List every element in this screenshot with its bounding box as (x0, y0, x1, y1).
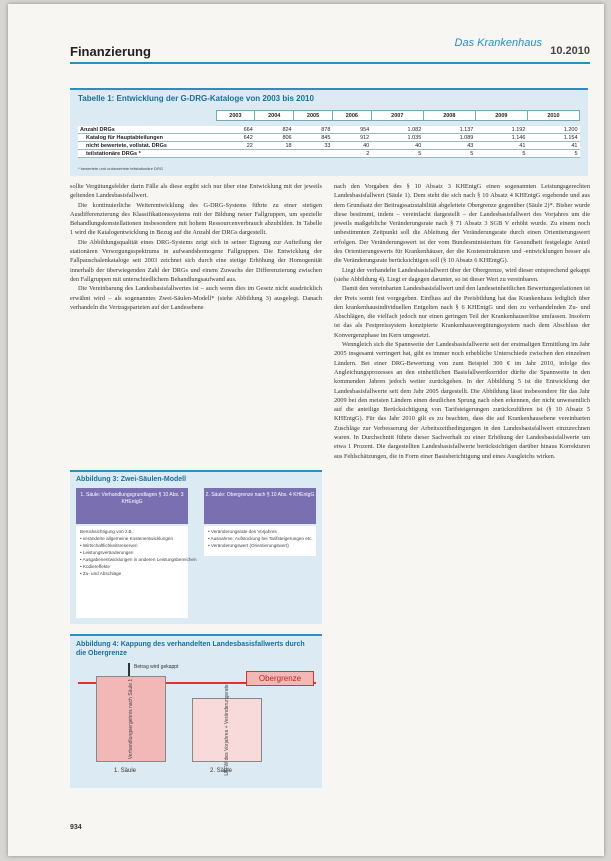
cap-label: Betrag wird gekappt (134, 664, 179, 670)
figure-title: Abbildung 4: Kappung des verhandelten Landesbasisfallwerts durch die Obergrenze (76, 641, 305, 657)
list-item: • Zu- und Abschläge (80, 571, 122, 576)
document-page (8, 4, 604, 856)
paragraph: sollte Vergütungsfelder darin Fälle als diese ergibt sich nur über eine Entwicklung mit der jeweils geltenden Landesbasisfallwert. (70, 183, 322, 200)
list-item: • Wirtschaftlichkeitsreserven (80, 543, 138, 548)
list-item: • Ausnahme: Aufstockung bei Tarifsteigerungen etc. (208, 536, 313, 541)
table-cell: 806 (255, 134, 294, 142)
table-corner (78, 111, 216, 121)
pillar-2-header: 2. Säule: Obergrenze nach § 10 Abs. 4 KHEntgG (204, 488, 316, 524)
table-cell: 41 (527, 142, 579, 150)
table-cell: 664 (216, 126, 255, 134)
pillar-1-header: 1. Säule: Verhandlungsgrundlagen § 10 Abs. 3 KHEntgG (76, 488, 188, 524)
row-label: nicht bewertete, vollstat. DRGs (78, 142, 216, 150)
issue-number: 10.2010 (550, 45, 590, 57)
list-item: • Leistungsveränderungen (80, 550, 134, 555)
paragraph: nach den Vorgaben des § 10 Absatz 3 KHEntgG einen sogenannten Leistungsgerechten Landesbasisfallwert (Säule 1). Dem steht die sich nach § 10 Absatz 4 KHEntgG ergebende und aus dem Grundsatz der Beitragssatzstabilität abgeleitete Obergrenze gegenüber (Säule 2)*. Bisher wurde diese bestimmt, indem – vereinfacht dargestellt – der Landesbasisfallwert des Vorjahres um die jeweils maßgebliche Veränderungsrate nach § 71 Absatz 3 SGB V erhöht wurde. Zu einem noch unbestimmten Zeitpunkt soll die Ableitung der Veränderungsrate durch einen Orientierungswert erfolgen. Der Veränderungswert ist der vom Bundesministerium für Gesundheit festgelegte Anteil des Orientierungswerts für Krankenhäuser, der die Kostenstrukturen und -entwicklungen besser als die Veränderungsrate berücksichtigen soll (§ 10 Absatz 6 KHEntgG). (334, 183, 590, 265)
table-cell: 1.082 (371, 126, 423, 134)
limit-label: Obergrenze (246, 671, 314, 686)
table-footnote: * bewertete und unbewertete teilstationäre DRG (78, 166, 163, 171)
table-row (78, 126, 580, 134)
paragraph: Liegt der verhandelte Landesbasisfallwert über der Obergrenze, wird dieser entsprechend gekappt (siehe Abbildung 4). Liegt er dagegen darunter, so ist dieser Wert zu vereinbaren. (334, 266, 590, 283)
drg-table (78, 110, 580, 158)
step-label: 1. Säule (114, 768, 137, 774)
table-cell: 40 (332, 142, 371, 150)
table-cell: 824 (255, 126, 294, 134)
figure-title: Abbildung 3: Zwei-Säulen-Modell (76, 476, 187, 483)
table-cell: 5 (371, 150, 423, 158)
list-item: • Ausgabenentwicklungen in anderen Leistungsbereichen (80, 557, 197, 562)
table-cell: 22 (216, 142, 255, 150)
table-cell (216, 150, 255, 158)
table-cell: 5 (423, 150, 475, 158)
list-item: • veränderte allgemeine Kostenentwicklungen (80, 536, 174, 541)
pillar-2-body (204, 526, 316, 556)
table-cell: 1.146 (475, 134, 527, 142)
year-header: 2003 (216, 111, 255, 121)
table-cell: 912 (332, 134, 371, 142)
table-cell: 1.035 (371, 134, 423, 142)
row-label: Anzahl DRGs (78, 126, 216, 134)
table-cell: 40 (371, 142, 423, 150)
table-1 (70, 88, 588, 176)
pillar-1-body (76, 526, 197, 618)
table-cell: 18 (255, 142, 294, 150)
table-row (78, 134, 580, 142)
paragraph: Die Vereinbarung des Landesbasisfallwertes ist – auch wenn dies im Gesetz nicht ausdrücklich erwähnt wird – als sogenanntes Zwei-Säulen-Modell* (siehe Abbildung 3) ausgelegt. Danach verhandeln die Vertragsparteien auf der Landesebene (70, 285, 322, 311)
section-title: Finanzierung (70, 44, 151, 59)
table-cell: 1.154 (527, 134, 579, 142)
table-cell: 642 (216, 134, 255, 142)
table-cell: 954 (332, 126, 371, 134)
year-header: 2004 (255, 111, 294, 121)
row-label: Katalog für Hauptabteilungen (78, 134, 216, 142)
paragraph: Wenngleich sich die Spannweite der Landesbasisfallwerte seit der erstmaligen Ermittlung im Jahr 2005 insgesamt verringert hat, gibt es immer noch erhebliche Unterschiede zwischen den einzelnen Ländern. Bei einer DRG-Bewertung von zum Beispiel 300 € im Jahr 2010, infolge des Angleichungsprozesses an den einheitlichen Basisfallwertkorridor dürfte die Spannweite in den kommenden Jahren jedoch weiter zurückgehen. In der Abbildung 5 ist die Entwicklung der Landesbasisfallwerte seit dem Jahr 2005 dargestellt. Die Abbildung lässt insbesondere für das Jahr 2009 bei den meisten Ländern einen deutlichen Sprung nach oben erkennen, der nicht unwesentlich auf die anteilige Berücksichtigung von Tarifsteigerungen zurückzuführen ist (§ 10 Absatz 5 KHEntgG). Für das Jahr 2010 gilt es zu beachten, dass die auf Krankenhausebene vereinbarten Zuschläge zur Verbesserung der Arbeitszeitbedingungen in den Landesbasisfallwert einzurechnen waren. In Durchschnitt führte dieser Sachverhalt zu einer Erhöhung der Landesbasisfallwerte um etwa 1 Prozent. Die dargestellten Landesbasisfallwerte berücksichtigen darüber hinaus Korrekturen aus Fehlschätzungen, die in Form einer Basisberichtigung und eines Ausgleichs wirken. (334, 341, 590, 460)
table-cell (255, 150, 294, 158)
year-header: 2006 (332, 111, 371, 121)
table-header-row (78, 111, 580, 121)
text-column-left (70, 182, 322, 312)
table-cell: 1.192 (475, 126, 527, 134)
text-column-right (334, 182, 590, 461)
figure-3 (70, 470, 322, 624)
year-header: 2007 (371, 111, 423, 121)
pillar-1-bar (96, 676, 166, 762)
paragraph: Die kontinuierliche Weiterentwicklung des G-DRG-Systems führte zu einer stetigen Ausdifferenzierung des Klassifikationssystems mit der Bildung neuer Fallgruppen, um spezielle Behandlungskonstellationen insbesondere mit hohem Ressourcenverbrauch abzubilden. In Tabelle 1 wird die Katalogentwicklung in Bezug auf die Anzahl der DRGs dargestellt. (70, 201, 322, 237)
table-cell: 1.137 (423, 126, 475, 134)
table-title: Tabelle 1: Entwicklung der G-DRG-Kataloge von 2003 bis 2010 (78, 94, 314, 103)
bar-label: Verhandlungsergebnis nach Säule 1 (128, 678, 134, 760)
year-header: 2005 (294, 111, 333, 121)
year-header: 2010 (527, 111, 579, 121)
table-cell: 41 (475, 142, 527, 150)
table-cell: 2 (332, 150, 371, 158)
table-cell: 33 (294, 142, 333, 150)
paragraph: Die Abbildungsqualität eines DRG-Systems zeigt sich in seiner Eignung zur Aufteilung der stationären Versorgungsspektrums in aufwandshomogene Fallgruppen. Die Entwicklung der Fallpauschalenkataloge seit 2003 zeichnet sich durch eine stetige Erhöhung der Homogenität innerhalb der überwiegenden Zahl der DRGs und einem Zuwachs der Differenzierung zwischen den Fallgruppen mit unterschiedlichem Behandlungsaufwand aus. (70, 238, 322, 283)
list-item: Berücksichtigung von z.B.: (80, 529, 135, 534)
journal-logo: Das Krankenhaus (454, 37, 542, 49)
bar-label: LBFW des Vorjahres + Veränderungsrate (224, 684, 230, 776)
list-item: • Veränderungswert (Orientierungswert) (208, 543, 289, 548)
step-label: 2. Säule (210, 768, 233, 774)
year-header: 2009 (475, 111, 527, 121)
table-row (78, 150, 580, 158)
header-rule (70, 62, 590, 64)
year-header: 2008 (423, 111, 475, 121)
figure-4 (70, 634, 322, 788)
table-cell: 878 (294, 126, 333, 134)
paragraph: Damit den vereinbarten Landesbasisfallwert und den landeseinheitlichen Bewertungsrelationen ist der Preis somit fest vorgegeben. Einfluss auf die Preisbildung hat das Krankenhaus lediglich über den krankenhausindividuellen Entgelten nach § 6 KHEntgG und den zu verhandelnden Zu- und Abschlägen, die vielfach jedoch nur einen geringen Teil der Krankenhauserlöse umfassen. Insofern ist das als Festpreissystem konzipierte Krankenhausvergütungssystem nach dem Abschluss der Konvergenzphase im Kern umgesetzt. (334, 285, 590, 339)
table-cell: 5 (475, 150, 527, 158)
table-cell: 845 (294, 134, 333, 142)
table-cell (294, 150, 333, 158)
table-row (78, 142, 580, 150)
table-cell: 5 (527, 150, 579, 158)
table-cell: 43 (423, 142, 475, 150)
table-cell: 1.089 (423, 134, 475, 142)
list-item: • Veränderungsrate des Vorjahres (208, 529, 277, 534)
list-item: • Kodiereffekte (80, 564, 110, 569)
row-label: teilstationäre DRGs * (78, 150, 216, 158)
page-number: 934 (70, 824, 82, 831)
table-cell: 1.200 (527, 126, 579, 134)
